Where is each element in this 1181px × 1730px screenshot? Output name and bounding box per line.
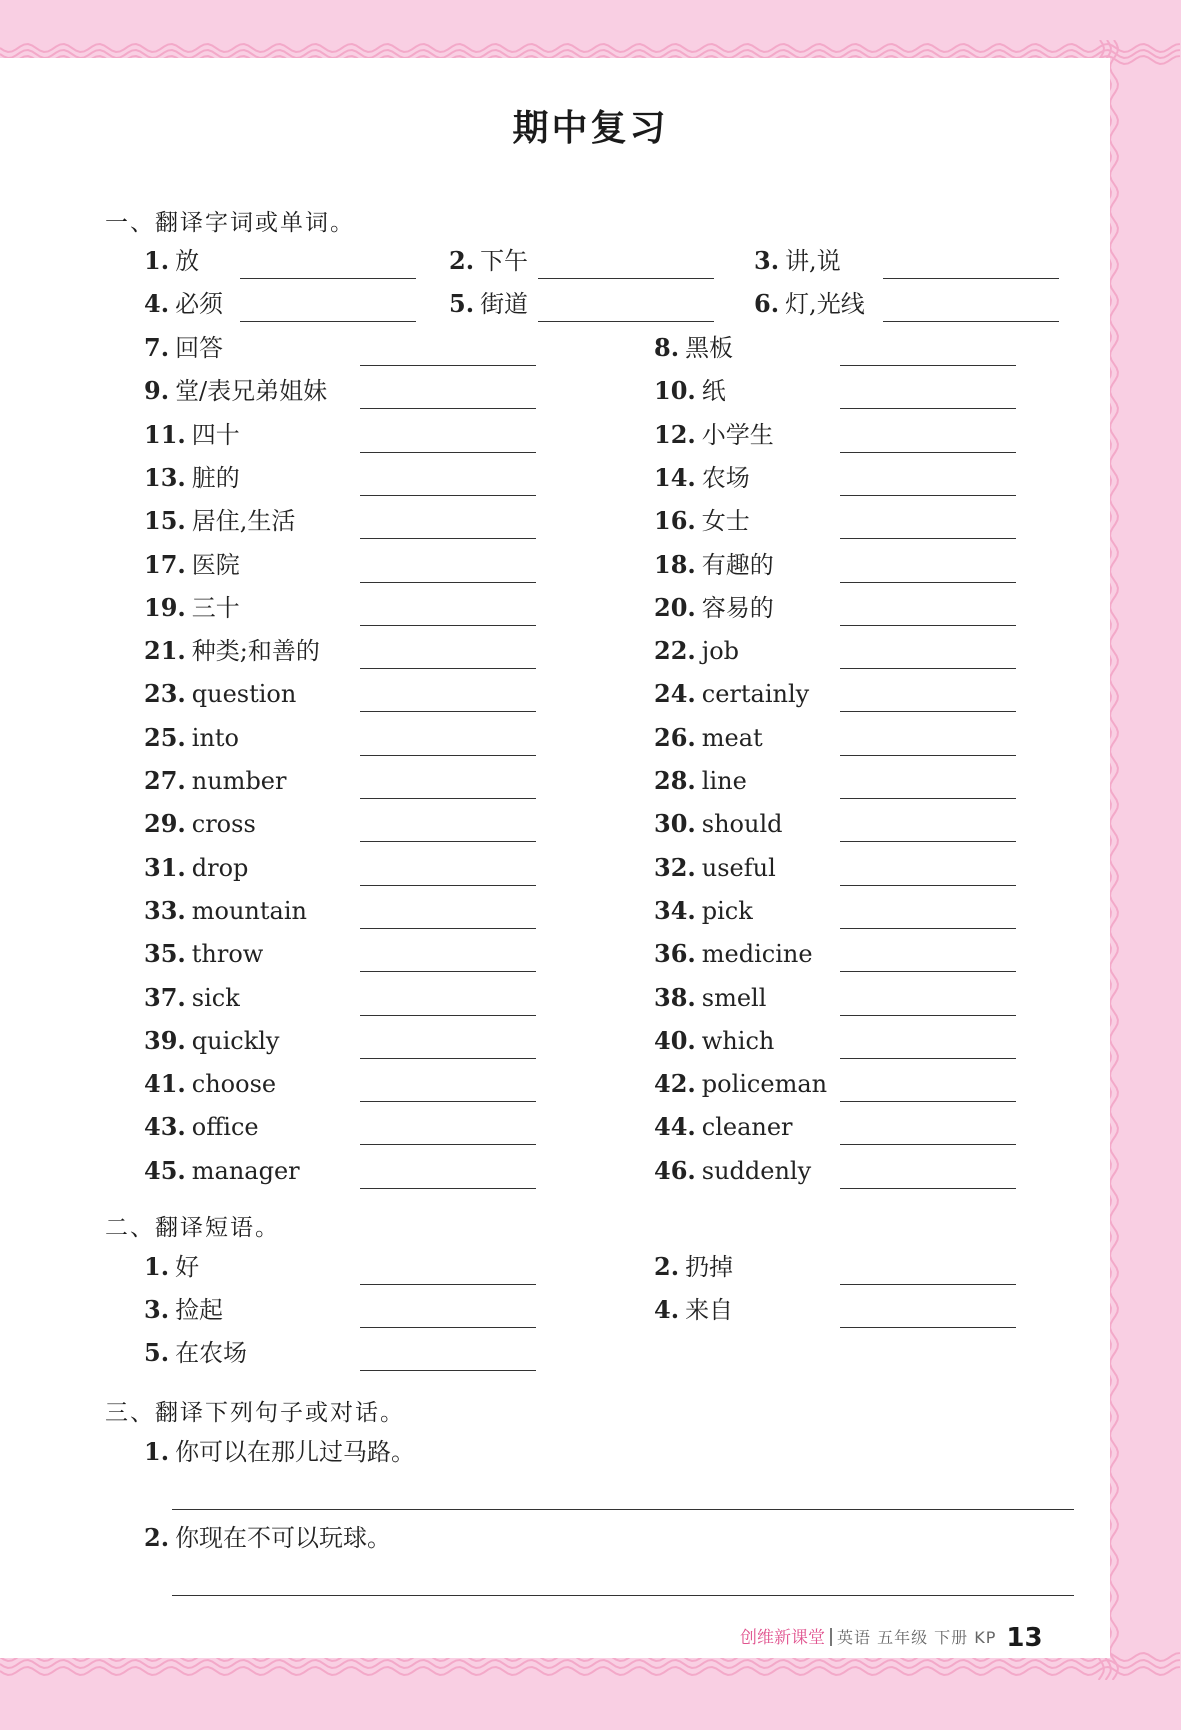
- question-item: [144, 983, 240, 1013]
- question-item: [144, 1295, 223, 1325]
- question-item: [449, 289, 528, 319]
- question-text: suddenly: [701, 1156, 812, 1185]
- question-number: 18.: [654, 549, 696, 579]
- answer-blank[interactable]: [360, 885, 536, 886]
- answer-blank[interactable]: [360, 798, 536, 799]
- question-item: [144, 896, 307, 926]
- question-text: medicine: [701, 940, 813, 969]
- question-item: [654, 593, 774, 623]
- section2-heading: 二、翻译短语。: [105, 1215, 280, 1241]
- answer-blank[interactable]: [240, 321, 416, 322]
- question-number: 32.: [654, 852, 696, 882]
- question-text: line: [701, 767, 747, 795]
- question-number: 3.: [144, 1295, 170, 1324]
- question-text: 纸: [701, 377, 726, 406]
- question-number: 2.: [449, 246, 475, 275]
- question-item: [144, 593, 240, 623]
- question-text: which: [701, 1026, 775, 1055]
- question-number: 42.: [654, 1069, 696, 1099]
- question-item: [654, 723, 763, 753]
- question-number: 1.: [144, 1437, 170, 1466]
- question-item: [144, 1156, 300, 1186]
- question-number: 15.: [144, 506, 186, 536]
- question-text: cross: [191, 810, 256, 839]
- question-item: [449, 246, 528, 276]
- answer-blank[interactable]: [172, 1509, 1074, 1510]
- answer-blank[interactable]: [538, 278, 714, 279]
- question-item: [654, 420, 774, 450]
- question-text: 种类;和善的: [191, 637, 320, 666]
- question-text: 三十: [191, 593, 240, 622]
- question-number: 4.: [654, 1295, 680, 1324]
- question-text: job: [701, 637, 740, 666]
- question-item: [144, 246, 199, 276]
- answer-blank[interactable]: [840, 1058, 1016, 1059]
- question-number: 21.: [144, 636, 186, 666]
- question-item: [144, 1523, 391, 1553]
- answer-blank[interactable]: [538, 321, 714, 322]
- question-number: 3.: [754, 246, 780, 275]
- question-number: 4.: [144, 289, 170, 318]
- question-item: [144, 1252, 199, 1282]
- answer-blank[interactable]: [360, 1284, 536, 1285]
- question-number: 5.: [144, 1338, 170, 1367]
- answer-blank[interactable]: [172, 1595, 1074, 1596]
- answer-blank[interactable]: [360, 668, 536, 669]
- question-item: [654, 1156, 811, 1186]
- question-item: [654, 463, 750, 493]
- question-number: 41.: [144, 1069, 186, 1099]
- question-item: [654, 333, 733, 363]
- question-text: 容易的: [701, 593, 774, 622]
- question-text: 堂/表兄弟姐妹: [175, 377, 328, 406]
- question-number: 43.: [144, 1112, 186, 1142]
- question-number: 2.: [144, 1523, 170, 1552]
- question-text: meat: [701, 723, 763, 752]
- question-text: pick: [701, 896, 753, 925]
- answer-blank[interactable]: [360, 1015, 536, 1016]
- question-text: certainly: [701, 680, 810, 709]
- question-item: [654, 1112, 793, 1142]
- question-number: 28.: [654, 766, 696, 795]
- question-text: 灯,光线: [785, 290, 865, 318]
- question-number: 22.: [654, 636, 696, 666]
- question-text: 放: [175, 247, 200, 275]
- question-text: mountain: [191, 896, 307, 925]
- answer-blank[interactable]: [840, 928, 1016, 929]
- answer-blank[interactable]: [360, 1144, 536, 1145]
- question-item: [654, 766, 747, 796]
- question-number: 37.: [144, 982, 186, 1012]
- question-item: [654, 983, 766, 1013]
- question-text: 医院: [191, 550, 240, 579]
- question-text: 农场: [701, 463, 750, 492]
- answer-blank[interactable]: [840, 538, 1016, 539]
- question-text: 好: [175, 1253, 200, 1281]
- answer-blank[interactable]: [840, 755, 1016, 756]
- question-number: 25.: [144, 722, 186, 752]
- question-number: 31.: [144, 852, 186, 882]
- question-number: 2.: [654, 1252, 680, 1281]
- question-number: 35.: [144, 939, 186, 969]
- question-number: 1.: [144, 246, 170, 275]
- question-item: [144, 1112, 259, 1142]
- question-number: 46.: [654, 1155, 696, 1185]
- question-text: choose: [191, 1070, 277, 1099]
- answer-blank[interactable]: [840, 365, 1016, 366]
- answer-blank[interactable]: [840, 1015, 1016, 1016]
- answer-blank[interactable]: [360, 625, 536, 626]
- answer-blank[interactable]: [360, 582, 536, 583]
- question-number: 9.: [144, 376, 170, 406]
- question-number: 36.: [654, 939, 696, 969]
- question-text: question: [191, 680, 297, 709]
- answer-blank[interactable]: [883, 321, 1059, 322]
- question-number: 19.: [144, 592, 186, 622]
- question-item: [144, 376, 327, 406]
- question-text: manager: [191, 1156, 300, 1185]
- question-text: quickly: [191, 1026, 280, 1055]
- question-item: [144, 506, 295, 536]
- answer-blank[interactable]: [840, 1188, 1016, 1189]
- question-item: [144, 333, 223, 363]
- question-item: [144, 1026, 279, 1056]
- question-number: 14.: [654, 462, 696, 492]
- question-text: cleaner: [701, 1113, 793, 1142]
- question-item: [654, 853, 776, 883]
- answer-blank[interactable]: [360, 1101, 536, 1102]
- answer-blank[interactable]: [840, 408, 1016, 409]
- question-number: 38.: [654, 982, 696, 1012]
- question-number: 12.: [654, 419, 696, 449]
- answer-blank[interactable]: [840, 582, 1016, 583]
- answer-blank[interactable]: [840, 885, 1016, 886]
- question-item: [654, 506, 750, 536]
- question-text: 在农场: [175, 1339, 248, 1367]
- question-number: 44.: [654, 1112, 696, 1142]
- question-number: 6.: [754, 289, 780, 318]
- question-number: 16.: [654, 506, 696, 536]
- footer-info: 英语 五年级 下册 KP: [837, 1628, 997, 1647]
- question-item: [144, 1338, 247, 1368]
- question-number: 29.: [144, 809, 186, 839]
- question-item: [754, 289, 865, 319]
- section3-heading: 三、翻译下列句子或对话。: [105, 1400, 405, 1426]
- answer-blank[interactable]: [840, 452, 1016, 453]
- question-number: 23.: [144, 679, 186, 709]
- page-title: 期中复习: [512, 108, 669, 149]
- answer-blank[interactable]: [360, 408, 536, 409]
- question-item: [654, 809, 782, 839]
- question-number: 11.: [144, 419, 186, 449]
- question-number: 40.: [654, 1025, 696, 1055]
- question-number: 39.: [144, 1025, 186, 1055]
- answer-blank[interactable]: [840, 495, 1016, 496]
- answer-blank[interactable]: [360, 755, 536, 756]
- question-text: 讲,说: [785, 247, 841, 275]
- question-text: 四十: [191, 420, 240, 449]
- answer-blank[interactable]: [240, 278, 416, 279]
- answer-blank[interactable]: [360, 1370, 536, 1371]
- question-number: 34.: [654, 895, 696, 925]
- answer-blank[interactable]: [360, 1188, 536, 1189]
- answer-blank[interactable]: [840, 971, 1016, 972]
- question-text: 你可以在那儿过马路。: [175, 1438, 416, 1466]
- question-item: [144, 939, 263, 969]
- question-number: 8.: [654, 333, 680, 362]
- question-text: policeman: [701, 1070, 828, 1099]
- answer-blank[interactable]: [840, 1101, 1016, 1102]
- question-number: 13.: [144, 462, 186, 492]
- answer-blank[interactable]: [840, 1327, 1016, 1328]
- question-item: [144, 420, 240, 450]
- question-item: [654, 550, 774, 580]
- answer-blank[interactable]: [360, 711, 536, 712]
- question-text: throw: [191, 940, 264, 969]
- question-text: 来自: [685, 1296, 734, 1324]
- section1-heading: 一、翻译字词或单词。: [105, 210, 355, 236]
- question-number: 30.: [654, 809, 696, 839]
- question-item: [144, 1437, 415, 1467]
- answer-blank[interactable]: [883, 278, 1059, 279]
- question-text: into: [191, 723, 239, 752]
- answer-blank[interactable]: [840, 711, 1016, 712]
- question-text: drop: [191, 853, 249, 882]
- answer-blank[interactable]: [360, 365, 536, 366]
- question-item: [144, 809, 256, 839]
- question-number: 27.: [144, 766, 186, 795]
- question-item: [144, 550, 240, 580]
- answer-blank[interactable]: [840, 625, 1016, 626]
- question-text: sick: [191, 983, 240, 1012]
- answer-blank[interactable]: [360, 841, 536, 842]
- question-text: 你现在不可以玩球。: [175, 1524, 392, 1552]
- question-item: [144, 636, 320, 666]
- question-text: 小学生: [701, 420, 774, 449]
- answer-blank[interactable]: [840, 1284, 1016, 1285]
- question-text: should: [701, 810, 783, 839]
- question-item: [654, 939, 813, 969]
- question-text: 下午: [480, 247, 529, 275]
- answer-blank[interactable]: [840, 798, 1016, 799]
- question-text: 扔掉: [685, 1253, 734, 1281]
- question-item: [144, 679, 296, 709]
- question-item: [144, 723, 239, 753]
- page-number: 13: [1006, 1623, 1043, 1653]
- answer-blank[interactable]: [360, 495, 536, 496]
- footer-brand: 创维新课堂: [740, 1628, 825, 1648]
- answer-blank[interactable]: [840, 841, 1016, 842]
- question-number: 24.: [654, 679, 696, 709]
- question-item: [654, 1252, 733, 1282]
- question-item: [144, 1069, 276, 1099]
- question-item: [654, 1026, 774, 1056]
- question-item: [144, 463, 240, 493]
- question-text: 捡起: [175, 1296, 224, 1324]
- footer: [740, 1623, 1090, 1659]
- question-item: [654, 1295, 733, 1325]
- question-number: 33.: [144, 895, 186, 925]
- question-item: [144, 853, 248, 883]
- answer-blank[interactable]: [840, 668, 1016, 669]
- footer-separator: [830, 1628, 832, 1646]
- question-text: 脏的: [191, 463, 240, 492]
- question-text: 有趣的: [701, 550, 774, 579]
- answer-blank[interactable]: [360, 971, 536, 972]
- question-item: [654, 679, 809, 709]
- answer-blank[interactable]: [360, 928, 536, 929]
- question-item: [144, 289, 223, 319]
- question-text: useful: [701, 853, 776, 882]
- question-text: 必须: [175, 290, 224, 318]
- question-number: 1.: [144, 1252, 170, 1281]
- question-text: smell: [701, 983, 767, 1012]
- answer-blank[interactable]: [360, 452, 536, 453]
- answer-blank[interactable]: [840, 1144, 1016, 1145]
- question-text: number: [191, 767, 287, 795]
- question-number: 26.: [654, 722, 696, 752]
- question-text: 黑板: [685, 334, 734, 362]
- question-text: office: [191, 1113, 259, 1142]
- question-item: [144, 766, 286, 796]
- answer-blank[interactable]: [360, 1058, 536, 1059]
- answer-blank[interactable]: [360, 1327, 536, 1328]
- question-item: [654, 896, 753, 926]
- question-text: 街道: [480, 290, 529, 318]
- question-item: [654, 376, 726, 406]
- question-number: 20.: [654, 592, 696, 622]
- question-text: 女士: [701, 507, 750, 536]
- question-number: 17.: [144, 549, 186, 579]
- question-item: [754, 246, 841, 276]
- question-item: [654, 636, 739, 666]
- question-number: 10.: [654, 376, 696, 406]
- question-item: [654, 1069, 827, 1099]
- question-number: 45.: [144, 1155, 186, 1185]
- question-text: 回答: [175, 334, 224, 362]
- question-text: 居住,生活: [191, 507, 296, 536]
- question-number: 5.: [449, 289, 475, 318]
- answer-blank[interactable]: [360, 538, 536, 539]
- question-number: 7.: [144, 333, 170, 362]
